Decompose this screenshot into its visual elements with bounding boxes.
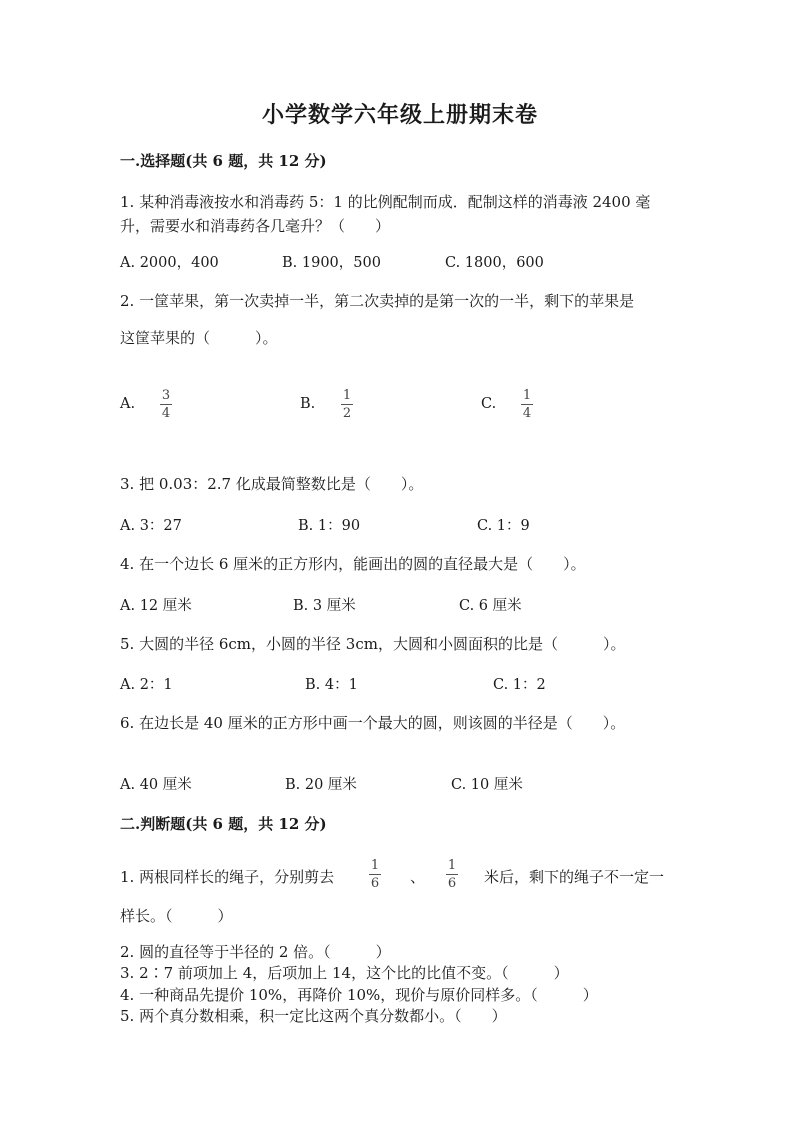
judgement-4-text: 4. 一种商品先提价 10%，再降价 10%，现价与原价同样多。（ ） [120, 986, 598, 1004]
question-3-text: 3. 把 0.03：2.7 化成最简整数比是（ ）。 [120, 475, 424, 493]
question-2-line-1: 2. 一筐苹果，第一次卖掉一半，第二次卖掉的是第一次的一半，剩下的苹果是 [120, 292, 635, 310]
page-title: 小学数学六年级上册期末卷 [261, 102, 538, 128]
question-2-line-2: 这筐苹果的（ ）。 [120, 329, 278, 347]
question-5-option-c: C. 1：2 [493, 677, 546, 693]
judgement-1-fraction-2 [446, 858, 458, 891]
question-5-option-b: B. 4：1 [305, 677, 358, 693]
fraction-numerator: 3 [161, 388, 171, 403]
fraction-denominator: 4 [522, 406, 532, 421]
question-1-option-b: B. 1900，500 [282, 255, 381, 271]
question-6-option-b: B. 20 厘米 [285, 777, 357, 793]
question-3-option-c: C. 1：9 [477, 518, 530, 534]
fraction-bar [369, 874, 381, 875]
judgement-1-suffix: 米后，剩下的绳子不一定一 [484, 868, 665, 886]
fraction-numerator: 1 [370, 858, 380, 873]
fraction-bar [446, 874, 458, 875]
fraction-denominator: 4 [161, 406, 171, 421]
question-4-text: 4. 在一个边长 6 厘米的正方形内，能画出的圆的直径最大是（ ）。 [120, 555, 586, 573]
question-2-option-a-label: A. [120, 396, 136, 412]
fraction-bar [160, 404, 172, 405]
fraction-denominator: 2 [342, 406, 352, 421]
question-4-option-a: A. 12 厘米 [120, 598, 192, 614]
question-2-option-b-label: B. [300, 396, 316, 412]
judgement-2-text: 2. 圆的直径等于半径的 2 倍。（ ） [120, 943, 391, 961]
fraction-bar [341, 404, 353, 405]
question-2-option-a-fraction [160, 388, 172, 421]
question-5-option-a: A. 2：1 [120, 677, 173, 693]
question-2-option-c-label: C. [481, 396, 497, 412]
question-3-option-b: B. 1：90 [298, 518, 361, 534]
question-1-option-c: C. 1800，600 [445, 255, 544, 271]
fraction-denominator: 6 [370, 876, 380, 891]
question-1-line-1: 1. 某种消毒液按水和消毒药 5：1 的比例配制而成．配制这样的消毒液 2400 毫 [120, 193, 651, 211]
question-6-option-a: A. 40 厘米 [120, 777, 192, 793]
question-6-option-c: C. 10 厘米 [451, 777, 523, 793]
judgement-1-fraction-1 [369, 858, 381, 891]
question-2-option-c-fraction [521, 388, 533, 421]
judgement-3-text: 3. 2∶7 前项加上 4，后项加上 14，这个比的比值不变。（ ） [120, 964, 569, 982]
question-2-option-b-fraction [341, 388, 353, 421]
question-1-line-2: 升，需要水和消毒药各几毫升？（ ） [120, 217, 391, 235]
question-4-option-b: B. 3 厘米 [293, 598, 356, 614]
judgement-1-line-2: 样长。（ ） [120, 907, 233, 925]
judgement-1-separator: 、 [410, 868, 426, 886]
fraction-numerator: 1 [342, 388, 352, 403]
question-6-text: 6. 在边长是 40 厘米的正方形中画一个最大的圆，则该圆的半径是（ ）。 [120, 714, 626, 732]
question-3-option-a: A. 3：27 [120, 518, 182, 534]
fraction-numerator: 1 [522, 388, 532, 403]
judgement-1-prefix: 1. 两根同样长的绳子，分别剪去 [120, 868, 335, 886]
section-heading-choice: 一.选择题(共 6 题，共 12 分) [120, 152, 327, 170]
judgement-5-text: 5. 两个真分数相乘，积一定比这两个真分数都小。（ ） [120, 1007, 507, 1025]
question-4-option-c: C. 6 厘米 [459, 598, 522, 614]
section-heading-judgement: 二.判断题(共 6 题，共 12 分) [120, 815, 327, 833]
fraction-denominator: 6 [447, 876, 457, 891]
question-5-text: 5. 大圆的半径 6cm，小圆的半径 3cm，大圆和小圆面积的比是（ ）。 [120, 635, 626, 653]
fraction-bar [521, 404, 533, 405]
fraction-numerator: 1 [447, 858, 457, 873]
question-1-option-a: A. 2000，400 [120, 255, 219, 271]
